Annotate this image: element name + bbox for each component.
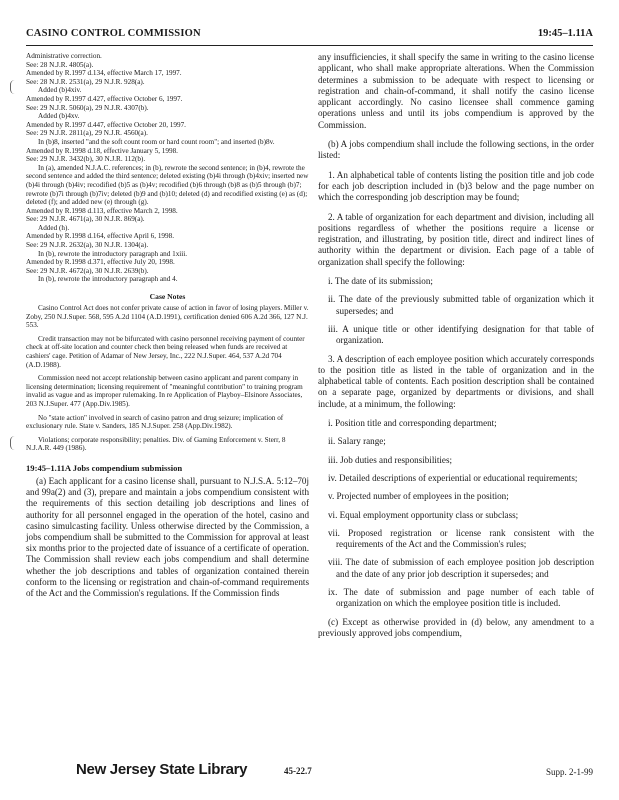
sub-item: ix. The date of submission and page number of each table of organization on which the employee position title is included. — [328, 586, 594, 609]
margin-mark — [10, 80, 19, 94]
continued-paragraph: any insufficiencies, it shall specify the same in writing to the casino license applicant, who shall make appropriate alterations. When the Commission determines a submission to be adequate with respect to licensing or registration and chain-of-command, it shall notify the casino license applicant accordingly. No casino licensee shall commence gaming operations unless and until its jobs compendium is approved by the Commission. — [318, 52, 594, 130]
left-column — [26, 52, 309, 599]
sub-item: vi. Equal employment opportunity class or subclass; — [328, 509, 519, 520]
library-stamp: New Jersey State Library — [76, 761, 248, 778]
history-line: Administrative correction. — [26, 52, 102, 60]
history-line: Amended by R.1998 d.164, effective April 6, 1998. — [26, 232, 174, 241]
history-line: Added (b)4xiv. — [38, 86, 82, 95]
history-line: See: 28 N.J.R. 4805(a). — [26, 60, 94, 69]
history-line: See: 29 N.J.R. 3432(b), 30 N.J.R. 112(b). — [26, 155, 146, 164]
sub-item: v. Projected number of employees in the position; — [328, 491, 509, 502]
history-line: Amended by R.1998 d.18, effective January 5, 1998. — [26, 146, 178, 155]
history-line: Amended by R.1997 d.427, effective October 6, 1997. — [26, 94, 183, 103]
history-line: See: 28 N.J.R. 2531(a), 29 N.J.R. 928(a). — [26, 77, 145, 86]
header-section-number: 19:45–1.11A — [537, 28, 593, 39]
section-paragraph-c: (c) Except as otherwise provided in (d) below, any amendment to a previously approved jobs compendium, — [318, 616, 594, 638]
page-number: 45-22.7 — [284, 766, 312, 776]
right-column — [318, 52, 594, 647]
history-line: Added (h). — [38, 223, 70, 232]
section-paragraph-b: (b) A jobs compendium shall include the following sections, in the order listed: — [318, 139, 594, 161]
case-notes-heading: Case Notes — [149, 292, 186, 302]
history-line: See: 29 N.J.R. 4672(a), 30 N.J.R. 2639(b). — [26, 266, 149, 275]
sub-item: iii. A unique title or other identifying designation for that table of organization. — [328, 323, 594, 346]
sub-item: i. The date of its submission; — [328, 276, 433, 287]
section-paragraph-a: (a) Each applicant for a casino license shall, pursuant to N.J.S.A. 5:12–70j and 99a(2) and (3), prepare and maintain a jobs compendium consistent with the requirements of this section detailing job descriptions and lines of authority for all personnel engaged in the operation of the hotel, casino and casino simulcasting facility. Unless otherwise directed by the Commission, a jobs compendium shall be submitted to the Commission for approval at least six months prior to the projected date of issuance of a certificate of operation. The Commission shall review each jobs compendium and shall determine whether the job descriptions and tables of organization contained therein conform to the licensing or registration and chain-of-command requirements of the Act and the Commission's regulations. If the Commission finds — [26, 475, 309, 598]
list-item-1: 1. An alphabetical table of contents listing the position title and job code for each job description included in (b)3 below and the page number on which the corresponding job description may be found; — [318, 169, 594, 203]
sub-item: ii. The date of the previously submitted table of organization which it supersedes; and — [328, 294, 594, 316]
sub-item: i. Position title and corresponding department; — [328, 418, 497, 429]
supplement-date: Supp. 2-1-99 — [546, 767, 593, 777]
history-line: In (b)8, inserted "and the soft count room or hard count room"; and inserted (b)8v. — [38, 137, 275, 146]
case-note: Commission need not accept relationship between casino applicant and parent company in licensing determination; licensing requirement of "meaningful contribution" to training program invalid as vague and as improper rulemaking. In re Application of Playboy–Elsinore Associates, 203 N.J.Super. 477 (App.Div.1985). — [26, 374, 303, 408]
history-line: In (b), rewrote the introductory paragraph and 1xiii. — [38, 249, 188, 258]
history-line: In (b), rewrote the introductory paragraph and 4. — [38, 275, 178, 284]
history-line: Amended by R.1998 d.113, effective March 2, 1998. — [26, 206, 178, 215]
case-note: No "state action" involved in search of casino patron and drug seizure; implication of exclusionary rule. State v. Sanders, 185 N.J.Super. 258 (App.Div.1982). — [26, 413, 284, 431]
list-item-3: 3. A description of each employee position which accurately corresponds to the position title as listed in the table of organization and in the alphabetical table of contents. Each position description shall be contained on a separate page, organized by departments or divisions, and shall include, at a minimum, the following: — [318, 353, 594, 409]
running-header — [26, 28, 593, 44]
case-note: Casino Control Act does not confer private cause of action in favor of losing players. Miller v. Zoby, 250 N.J.Super. 568, 595 A.2d 1104 (A.D.1991), certification denied 606 A.2d 366, 127 N.J. 553. — [26, 304, 309, 330]
history-line: Added (b)4xv. — [38, 112, 80, 121]
section-heading: 19:45–1.11A Jobs compendium submission — [26, 462, 183, 473]
sub-item: vii. Proposed registration or license rank consistent with the requirements of the Act and the Commission's rules; — [328, 527, 594, 550]
history-line: See: 29 N.J.R. 2811(a), 29 N.J.R. 4560(a). — [26, 129, 148, 138]
list-item-2: 2. A table of organization for each department and division, including all positions regardless of whether the positions require a license or registration, and illustrating, by position title, direct and indirect lines of authority within the department or division. Each page of a table of organization shall specify the following: — [318, 211, 594, 267]
history-line: See: 29 N.J.R. 5060(a), 29 N.J.R. 4307(b). — [26, 103, 149, 112]
history-line: Amended by R.1997 d.134, effective March 17, 1997. — [26, 69, 182, 78]
header-rule — [26, 45, 593, 46]
margin-mark — [10, 436, 19, 450]
history-line: See: 29 N.J.R. 4671(a), 30 N.J.R. 869(a). — [26, 215, 145, 224]
history-line: Amended by R.1998 d.371, effective July 20, 1998. — [26, 258, 175, 267]
case-note: Violations; corporate responsibility; penalties. Div. of Gaming Enforcement v. Sterr, 8 N.J.A.R. 449 (1986). — [26, 435, 286, 453]
sub-item: viii. The date of submission of each employee position job description and the date of any prior job description it supersedes; and — [328, 557, 594, 579]
history-line: In (a), amended N.J.A.C. references; in (b), rewrote the second sentence; in (b)4, rewrote the second sentence and added the third sentence; deleted existing (b)4i through (b)4xiv; inserted new (b)4i through (b)4iv; recodified (b)5 as (b)4v; recodified (b)6 through (b)8 as (b)5 through (b)7; rewrote (b)7i through (b)7iv; deleted (b)9 and (b)10; deleted (d) and recodified existing (e) as (d); deleted (f); and added new (e) through (g). — [26, 163, 309, 207]
sub-item: iv. Detailed descriptions of experiential or educational requirements; — [328, 472, 578, 483]
case-note: Credit transaction may not be bifurcated with casino personnel receiving payment of counter check at off-site location and counter check then being released when funds are received at cashiers' cage. Petition of Adamar of New Jersey, Inc., 222 N.J.Super. 464, 537 A.2d 704 (A.D.1988). — [26, 334, 305, 369]
history-line: See: 29 N.J.R. 2632(a), 30 N.J.R. 1304(a). — [26, 241, 149, 250]
history-line: Amended by R.1997 d.447, effective October 20, 1997. — [26, 120, 186, 129]
history-notes — [26, 52, 309, 284]
header-title: CASINO CONTROL COMMISSION — [26, 28, 201, 39]
sub-item: iii. Job duties and responsibilities; — [328, 454, 453, 465]
sub-item: ii. Salary range; — [328, 436, 386, 447]
